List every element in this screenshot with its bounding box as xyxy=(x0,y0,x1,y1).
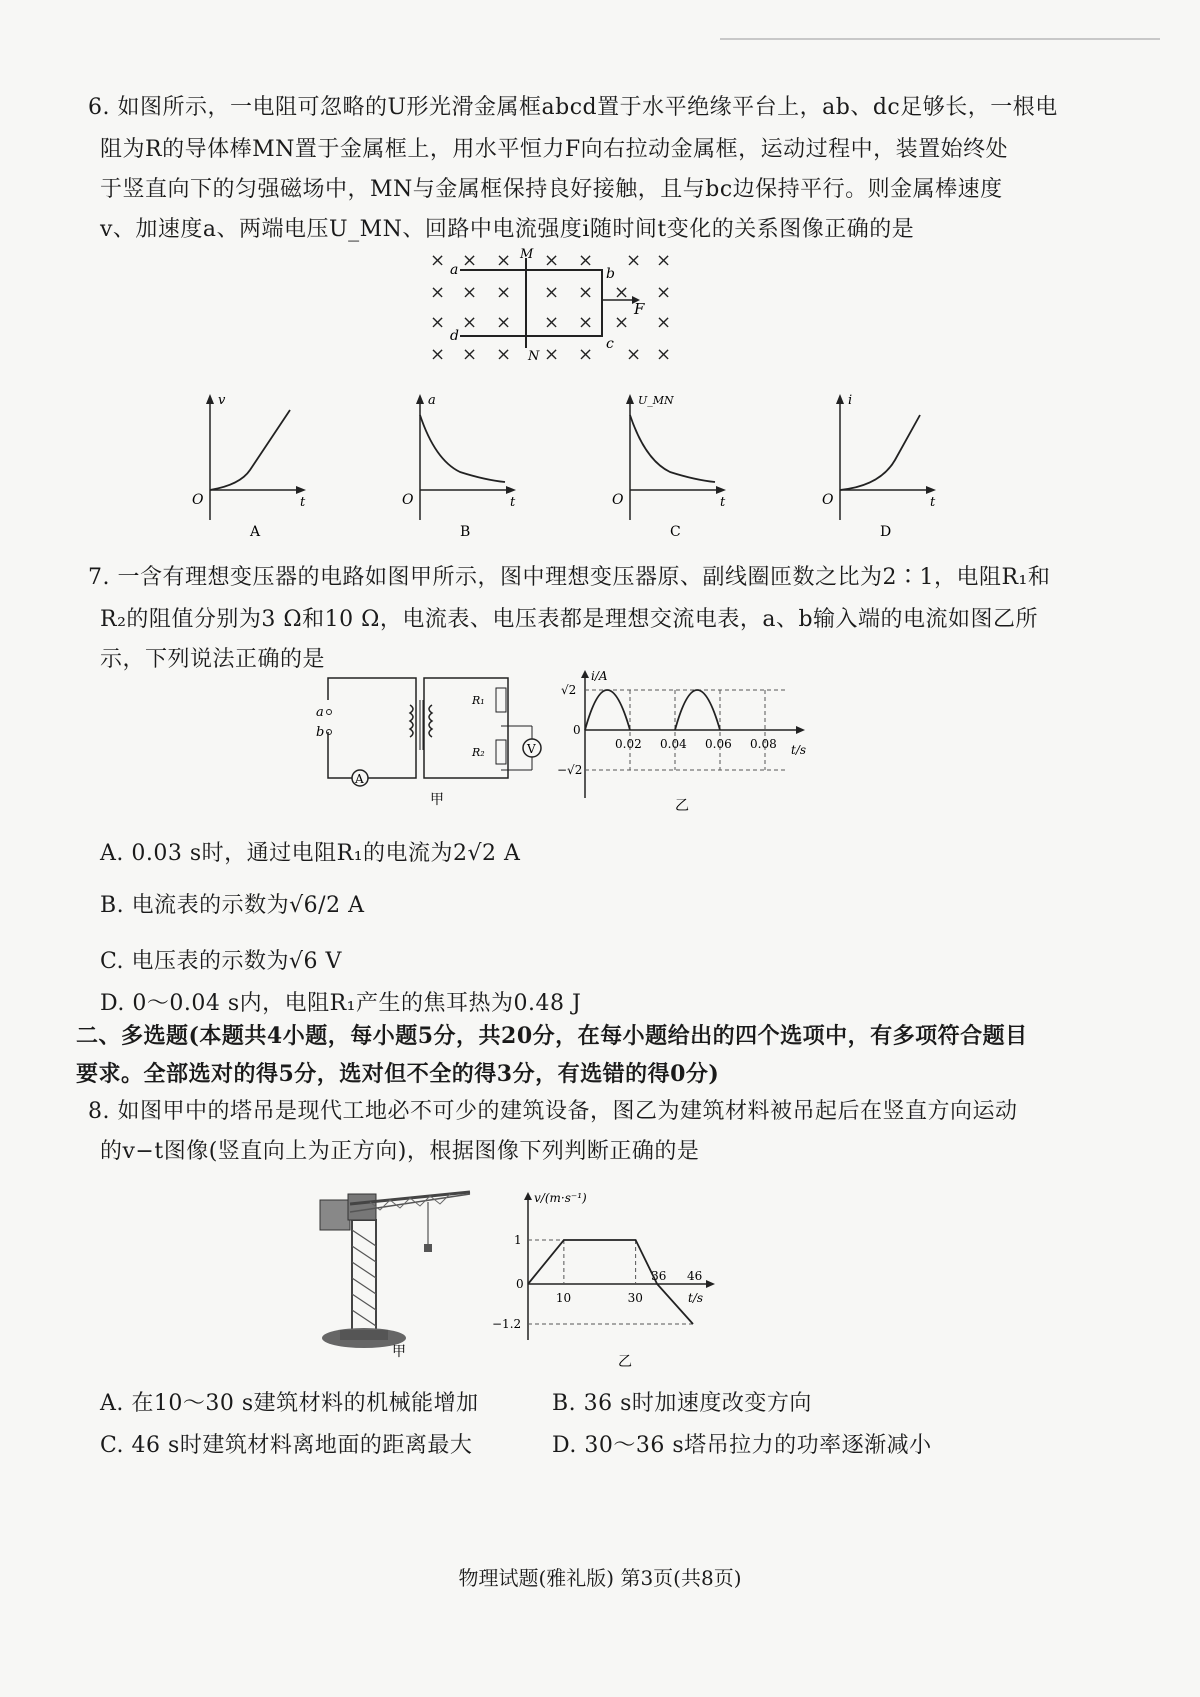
svg-text:×: × xyxy=(496,282,512,303)
section2-line1: 二、多选题(本题共4小题，每小题5分，共20分，在每小题给出的四个选项中，有多项符合题目 xyxy=(76,1023,1028,1049)
svg-text:√2: √2 xyxy=(561,683,577,697)
label-n: N xyxy=(528,349,540,364)
page-footer: 物理试题(雅礼版) 第3页(共8页) xyxy=(458,1566,742,1590)
q8-option-b: B. 36 s时加速度改变方向 xyxy=(552,1391,812,1416)
q6-line2: 阻为R的导体棒MN置于金属框上，用水平恒力F向右拉动金属框，运动过程中，装置始终处 xyxy=(100,137,1009,162)
caption-c: C xyxy=(670,524,681,540)
label-f: F xyxy=(634,300,645,318)
q8-line1: 8. 如图甲中的塔吊是现代工地必不可少的建筑设备，图乙为建筑材料被吊起后在竖直方向运动 xyxy=(88,1099,1018,1124)
svg-text:×: × xyxy=(544,312,560,333)
svg-text:t: t xyxy=(510,495,516,510)
q7-option-b: B. 电流表的示数为√6/2 A xyxy=(100,893,365,918)
q6-line4: v、加速度a、两端电压U_MN、回路中电流强度i随时间t变化的关系图像正确的是 xyxy=(100,217,915,242)
label-d: d xyxy=(450,328,459,344)
svg-text:×: × xyxy=(462,250,478,271)
label-b: b xyxy=(606,266,615,282)
svg-text:×: × xyxy=(626,250,642,271)
svg-text:×: × xyxy=(544,250,560,271)
svg-text:t: t xyxy=(300,495,306,510)
svg-text:×: × xyxy=(578,250,594,271)
q7-circuit xyxy=(316,670,560,810)
svg-text:V: V xyxy=(527,742,536,756)
svg-text:v: v xyxy=(218,393,226,408)
svg-text:t: t xyxy=(720,495,726,510)
svg-text:O: O xyxy=(822,492,834,508)
q6-graphs xyxy=(180,390,1060,540)
label-c: c xyxy=(606,336,614,352)
vt-y-tick: −1.2 xyxy=(492,1317,522,1331)
svg-text:×: × xyxy=(544,344,560,365)
svg-text:a: a xyxy=(316,705,324,720)
svg-text:a: a xyxy=(428,393,436,408)
svg-text:v/(m·s⁻¹): v/(m·s⁻¹) xyxy=(534,1191,587,1205)
q7-line1: 7. 一含有理想变压器的电路如图甲所示，图中理想变压器原、副线圈匝数之比为2∶1，电阻R₁和 xyxy=(88,565,1051,590)
graph-b xyxy=(402,393,516,540)
label-a: a xyxy=(450,262,459,278)
q7-option-d: D. 0～0.04 s内，电阻R₁产生的焦耳热为0.48 J xyxy=(100,991,582,1016)
caption-d: D xyxy=(880,524,892,540)
svg-text:×: × xyxy=(656,344,672,365)
svg-text:×: × xyxy=(656,250,672,271)
svg-text:×: × xyxy=(430,282,446,303)
q7-line3: 示，下列说法正确的是 xyxy=(100,647,326,672)
svg-text:×: × xyxy=(578,344,594,365)
svg-text:×: × xyxy=(626,344,642,365)
svg-text:t/s: t/s xyxy=(791,743,807,757)
svg-text:−√2: −√2 xyxy=(557,763,583,777)
svg-text:i/A: i/A xyxy=(591,669,608,683)
crane-icon xyxy=(320,1192,470,1348)
section2-line2: 要求。全部选对的得5分，选对但不全的得3分，有选错的得0分) xyxy=(76,1061,720,1087)
vt-x-tick: 36 xyxy=(651,1269,667,1283)
svg-text:×: × xyxy=(614,312,630,333)
svg-text:×: × xyxy=(578,282,594,303)
q8-option-c: C. 46 s时建筑材料离地面的距离最大 xyxy=(100,1433,473,1458)
vt-x-tick: 10 xyxy=(555,1291,572,1305)
svg-text:×: × xyxy=(656,312,672,333)
graph-a xyxy=(192,393,306,540)
svg-text:O: O xyxy=(192,492,204,508)
svg-text:t/s: t/s xyxy=(688,1291,704,1305)
vt-y-tick: 1 xyxy=(514,1233,522,1247)
q8-caption-yi: 乙 xyxy=(618,1354,632,1370)
q7-caption-yi: 乙 xyxy=(675,798,689,814)
svg-text:O: O xyxy=(402,492,414,508)
svg-text:×: × xyxy=(430,312,446,333)
svg-text:×: × xyxy=(462,344,478,365)
svg-text:0: 0 xyxy=(516,1277,524,1291)
q8-vt-chart xyxy=(488,1190,728,1370)
svg-text:×: × xyxy=(462,312,478,333)
q7-option-c: C. 电压表的示数为√6 V xyxy=(100,949,342,974)
svg-text:i: i xyxy=(848,393,853,408)
svg-text:t: t xyxy=(930,495,936,510)
svg-text:R₁: R₁ xyxy=(472,694,485,707)
q7-option-a: A. 0.03 s时，通过电阻R₁的电流为2√2 A xyxy=(100,841,521,866)
svg-text:0.02: 0.02 xyxy=(615,737,642,751)
svg-text:0.04: 0.04 xyxy=(660,737,687,751)
svg-text:0.06: 0.06 xyxy=(705,737,732,751)
q8-caption-jia: 甲 xyxy=(392,1344,406,1360)
svg-text:×: × xyxy=(496,312,512,333)
svg-text:U_MN: U_MN xyxy=(638,394,674,407)
svg-text:O: O xyxy=(612,492,624,508)
graph-c xyxy=(612,394,726,540)
q8-line2: 的v−t图像(竖直向上为正方向)，根据图像下列判断正确的是 xyxy=(100,1139,700,1164)
label-m: M xyxy=(520,247,534,262)
q6-field-figure xyxy=(420,248,680,378)
svg-text:R₂: R₂ xyxy=(472,746,485,759)
svg-text:×: × xyxy=(496,250,512,271)
q6-line3: 于竖直向下的匀强磁场中，MN与金属框保持良好接触，且与bc边保持平行。则金属棒速度 xyxy=(100,177,1003,202)
caption-b: B xyxy=(460,524,471,540)
caption-a: A xyxy=(250,524,261,540)
q7-caption-jia: 甲 xyxy=(430,792,444,808)
crane-illustration xyxy=(300,1180,500,1360)
vt-x-tick: 30 xyxy=(627,1291,643,1305)
svg-text:×: × xyxy=(462,282,478,303)
svg-text:b: b xyxy=(316,725,325,740)
q7-line2: R₂的阻值分别为3 Ω和10 Ω，电流表、电压表都是理想交流电表，a、b输入端的电流如图乙所 xyxy=(100,607,1039,632)
svg-text:×: × xyxy=(578,312,594,333)
svg-text:×: × xyxy=(430,344,446,365)
svg-text:×: × xyxy=(656,282,672,303)
vt-series-line xyxy=(528,1240,693,1324)
q8-option-d: D. 30～36 s塔吊拉力的功率逐渐减小 xyxy=(552,1433,932,1458)
q8-option-a: A. 在10～30 s建筑材料的机械能增加 xyxy=(100,1391,479,1416)
q7-current-chart xyxy=(555,668,815,818)
svg-text:×: × xyxy=(430,250,446,271)
vt-x-tick: 46 xyxy=(687,1269,703,1283)
q6-line1: 6. 如图所示，一电阻可忽略的U形光滑金属框abcd置于水平绝缘平台上，ab、dc足够长，一根电 xyxy=(88,95,1058,120)
svg-text:A: A xyxy=(355,772,364,786)
svg-text:×: × xyxy=(544,282,560,303)
graph-d xyxy=(822,393,936,540)
svg-text:0.08: 0.08 xyxy=(750,737,777,751)
top-rule xyxy=(720,38,1160,40)
svg-text:0: 0 xyxy=(573,723,581,737)
svg-text:×: × xyxy=(614,282,630,303)
svg-text:×: × xyxy=(496,344,512,365)
